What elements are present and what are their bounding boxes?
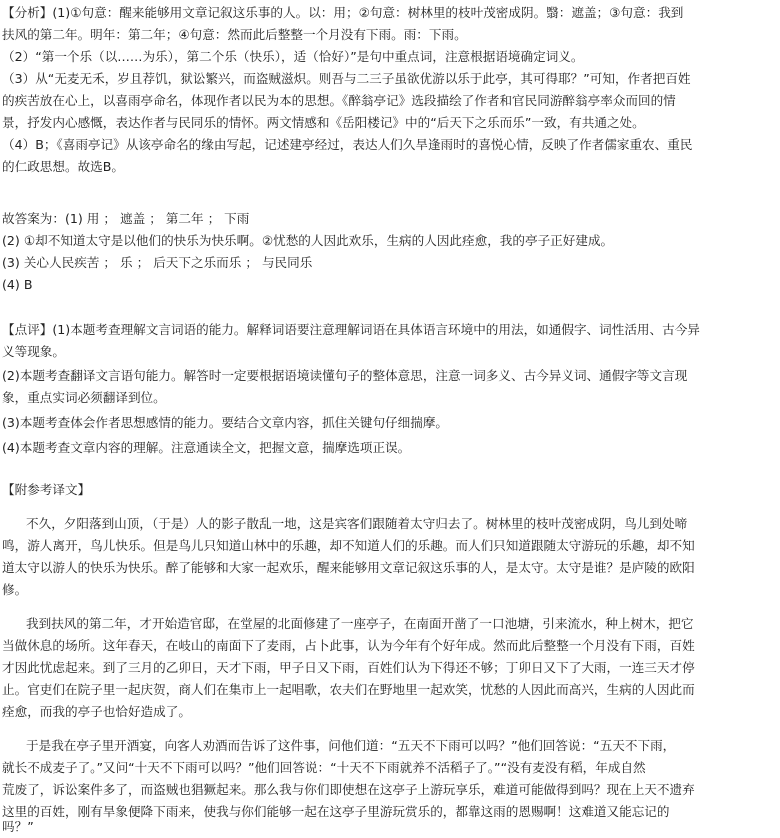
comment-line: 象，重点实词必须翻译到位。 — [2, 390, 166, 405]
translation-line: 吗？” — [2, 819, 34, 834]
analysis-line: （2）“第一个乐（以……为乐），第二个乐（快乐），适（恰好）”是句中重点词，注意根据语境确定词义。 — [2, 49, 584, 64]
answer-line: 故答案为：(1) 用 ； 遮盖 ； 第二年 ； 下雨 — [2, 211, 250, 226]
translation-line: 就长不成麦子了。”又问“十天不下雨可以吗？”他们回答说：“十天不下雨就养不活稻子了。”“没有麦没有稻，年成自然 — [2, 760, 646, 775]
analysis-line: 的疾苦放在心上，以喜雨亭命名，体现作者以民为本的思想。《醉翁亭记》选段描绘了作者和官民同游醉翁亭率众而回的情 — [2, 93, 676, 108]
comment-line: 义等现象。 — [2, 344, 65, 359]
answer-line: (3) 关心人民疾苦 ； 乐 ； 后天下之乐而乐 ； 与民同乐 — [2, 255, 313, 270]
analysis-line: 的仁政思想。故选B。 — [2, 159, 124, 174]
analysis-line: 【分析】(1)①句意：醒来能够用文章记叙这乐事的人。以：用；②句意：树林里的枝叶茂密成阴。翳：遮盖；③句意：我到 — [2, 5, 684, 20]
translation-line: 当做休息的场所。这年春天，在岐山的南面下了麦雨，占卜此事，认为今年有个好年成。然而此后整整一个月没有下雨，百姓 — [2, 638, 695, 653]
analysis-line: （3）从“无麦无禾，岁且荐饥，狱讼繁兴，而盗贼滋炽。则吾与二三子虽欲优游以乐于此亭，其可得耶？”可知，作者把百姓 — [2, 71, 691, 86]
translation-line: 于是我在亭子里开酒宴，向客人劝酒而告诉了这件事，问他们道：“五天不下雨可以吗？”他们回答说：“五天不下雨， — [26, 738, 676, 753]
translation-line: 荒废了，诉讼案件多了，而盗贼也猖獗起来。那么我与你们即使想在这亭子上游玩享乐，难道可能做得到吗？现在上天不遗弃 — [2, 782, 695, 797]
translation-line: 这里的百姓，刚有旱象便降下雨来，使我与你们能够一起在这亭子里游玩赏乐的，都靠这雨的恩赐啊！这难道又能忘记的 — [2, 804, 670, 819]
comment-line: 【点评】(1)本题考查理解文言词语的能力。解释词语要注意理解词语在具体语言环境中的用法，如通假字、词性活用、古今异 — [2, 322, 700, 337]
comment-line: (4)本题考查文章内容的理解。注意通读全文，把握文意，揣摩选项正误。 — [2, 440, 411, 455]
translation-line: 鸣，游人离开，鸟儿快乐。但是鸟儿只知道山林中的乐趣，却不知道人们的乐趣。而人们只知道跟随太守游玩的乐趣，却不知 — [2, 538, 695, 553]
translation-heading: 【附参考译文】 — [2, 482, 91, 497]
answer-line: (4) B — [2, 277, 33, 292]
translation-line: 道太守以游人的快乐为快乐。醉了能够和大家一起欢乐，醒来能够用文章记叙这乐事的人，是太守。太守是谁？是庐陵的欧阳 — [2, 560, 695, 575]
translation-line: 才因此忧虑起来。到了三月的乙卯日，天才下雨，甲子日又下雨，百姓们认为下得还不够；丁卯日又下了大雨，一连三天才停 — [2, 660, 695, 675]
translation-line: 我到扶风的第二年，才开始造官邸，在堂屋的北面修建了一座亭子，在南面开凿了一口池塘，引来流水，种上树木，把它 — [26, 616, 694, 631]
translation-line: 修。 — [2, 582, 28, 597]
comment-line: (2)本题考查翻译文言语句能力。解答时一定要根据语境读懂句子的整体意思，注意一词多义、古今异义词、通假字等文言现 — [2, 368, 688, 383]
translation-line: 不久，夕阳落到山顶，（于是）人的影子散乱一地，这是宾客们跟随着太守归去了。树林里的枝叶茂密成阴，鸟儿到处啼 — [26, 516, 688, 531]
comment-line: (3)本题考查体会作者思想感情的能力。要结合文章内容，抓住关键句仔细揣摩。 — [2, 415, 449, 430]
translation-line: 止。官吏们在院子里一起庆贺，商人们在集市上一起唱歌，农夫们在野地里一起欢笑，忧愁的人因此而高兴，生病的人因此而 — [2, 682, 695, 697]
analysis-line: 景，抒发内心感慨，表达作者与民同乐的情怀。两文情感和《岳阳楼记》中的“后天下之乐而乐”一致，有共通之处。 — [2, 115, 645, 130]
analysis-line: （4）B；《喜雨亭记》从该亭命名的缘由写起，记述建亭经过，表达人们久旱逢雨时的喜悦心情，反映了作者儒家重农、重民 — [2, 137, 693, 152]
analysis-line: 扶风的第二年。明年：第二年；④句意：然而此后整整一个月没有下雨。雨：下雨。 — [2, 27, 467, 42]
answer-line: (2) ①却不知道太守是以他们的快乐为快乐啊。②忧愁的人因此欢乐，生病的人因此痊愈，我的亭子正好建成。 — [2, 233, 614, 248]
translation-line: 痊愈，而我的亭子也恰好造成了。 — [2, 704, 191, 719]
